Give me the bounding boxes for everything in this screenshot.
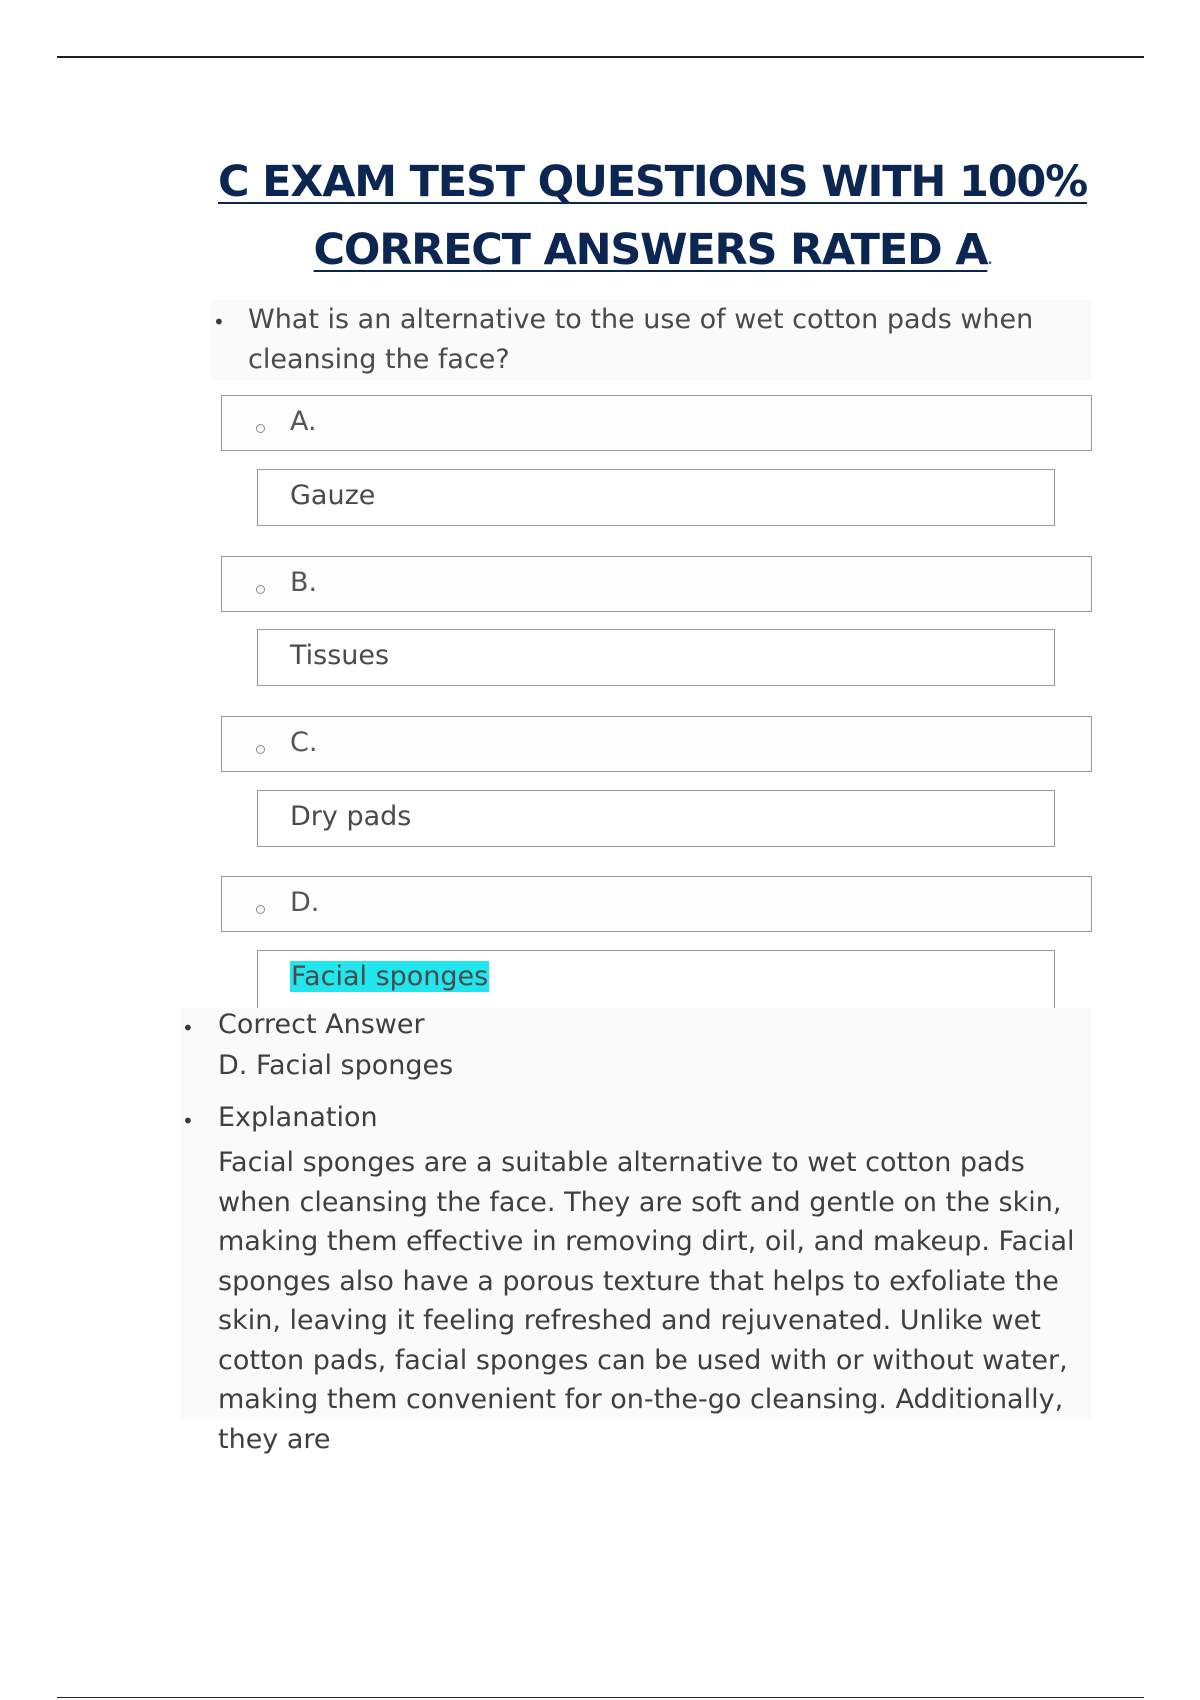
option-b-value bbox=[257, 629, 1055, 686]
bottom-rule bbox=[57, 1697, 1144, 1698]
option-letter: C. bbox=[290, 727, 318, 758]
question-bullet: • bbox=[213, 310, 225, 334]
option-d-value bbox=[257, 950, 1055, 1008]
option-letter: A. bbox=[290, 406, 317, 437]
title-tail: . bbox=[987, 252, 992, 268]
option-value-text: Tissues bbox=[290, 640, 390, 671]
option-a-row[interactable] bbox=[221, 395, 1092, 451]
radio-circle-icon[interactable] bbox=[256, 745, 265, 754]
question-text: What is an alternative to the use of wet cotton pads when cleansing the face? bbox=[248, 304, 1034, 375]
radio-circle-icon[interactable] bbox=[256, 424, 265, 433]
page-title bbox=[140, 148, 1165, 294]
option-c-row[interactable] bbox=[221, 716, 1092, 772]
option-c-value bbox=[257, 790, 1055, 847]
option-a-value bbox=[257, 469, 1055, 526]
option-letter: D. bbox=[290, 887, 320, 918]
explanation-label: Explanation bbox=[218, 1102, 378, 1133]
explanation-bullet: • bbox=[182, 1109, 194, 1133]
option-value-text-highlighted: Facial sponges bbox=[291, 961, 489, 992]
correct-answer-label: Correct Answer bbox=[218, 1009, 425, 1040]
top-rule bbox=[57, 56, 1144, 58]
option-value-text: Dry pads bbox=[290, 801, 412, 832]
title-line-1: C EXAM TEST QUESTIONS WITH 100% bbox=[217, 157, 1088, 207]
option-b-row[interactable] bbox=[221, 556, 1092, 612]
title-line-2: CORRECT ANSWERS RATED A bbox=[313, 225, 988, 275]
explanation-text: Facial sponges are a suitable alternative to wet cotton pads when cleansing the face. They are soft and gentle on the skin, making them effective in removing dirt, oil, and makeup. Facial sponges also have a porous texture that helps to exfoliate the skin, leaving it feeling refreshed and rejuvenated. Unlike wet cotton pads, facial sponges can be used with or without water, making them convenient for on-the-go cleansing. Additionally, they are bbox=[218, 1147, 1075, 1455]
radio-circle-icon[interactable] bbox=[256, 585, 265, 594]
option-d-row[interactable] bbox=[221, 876, 1092, 932]
answer-bullet: • bbox=[182, 1016, 194, 1040]
correct-answer-value: D. Facial sponges bbox=[218, 1050, 454, 1081]
option-value-text: Gauze bbox=[290, 480, 376, 511]
option-letter: B. bbox=[290, 567, 318, 598]
radio-circle-icon[interactable] bbox=[256, 905, 265, 914]
